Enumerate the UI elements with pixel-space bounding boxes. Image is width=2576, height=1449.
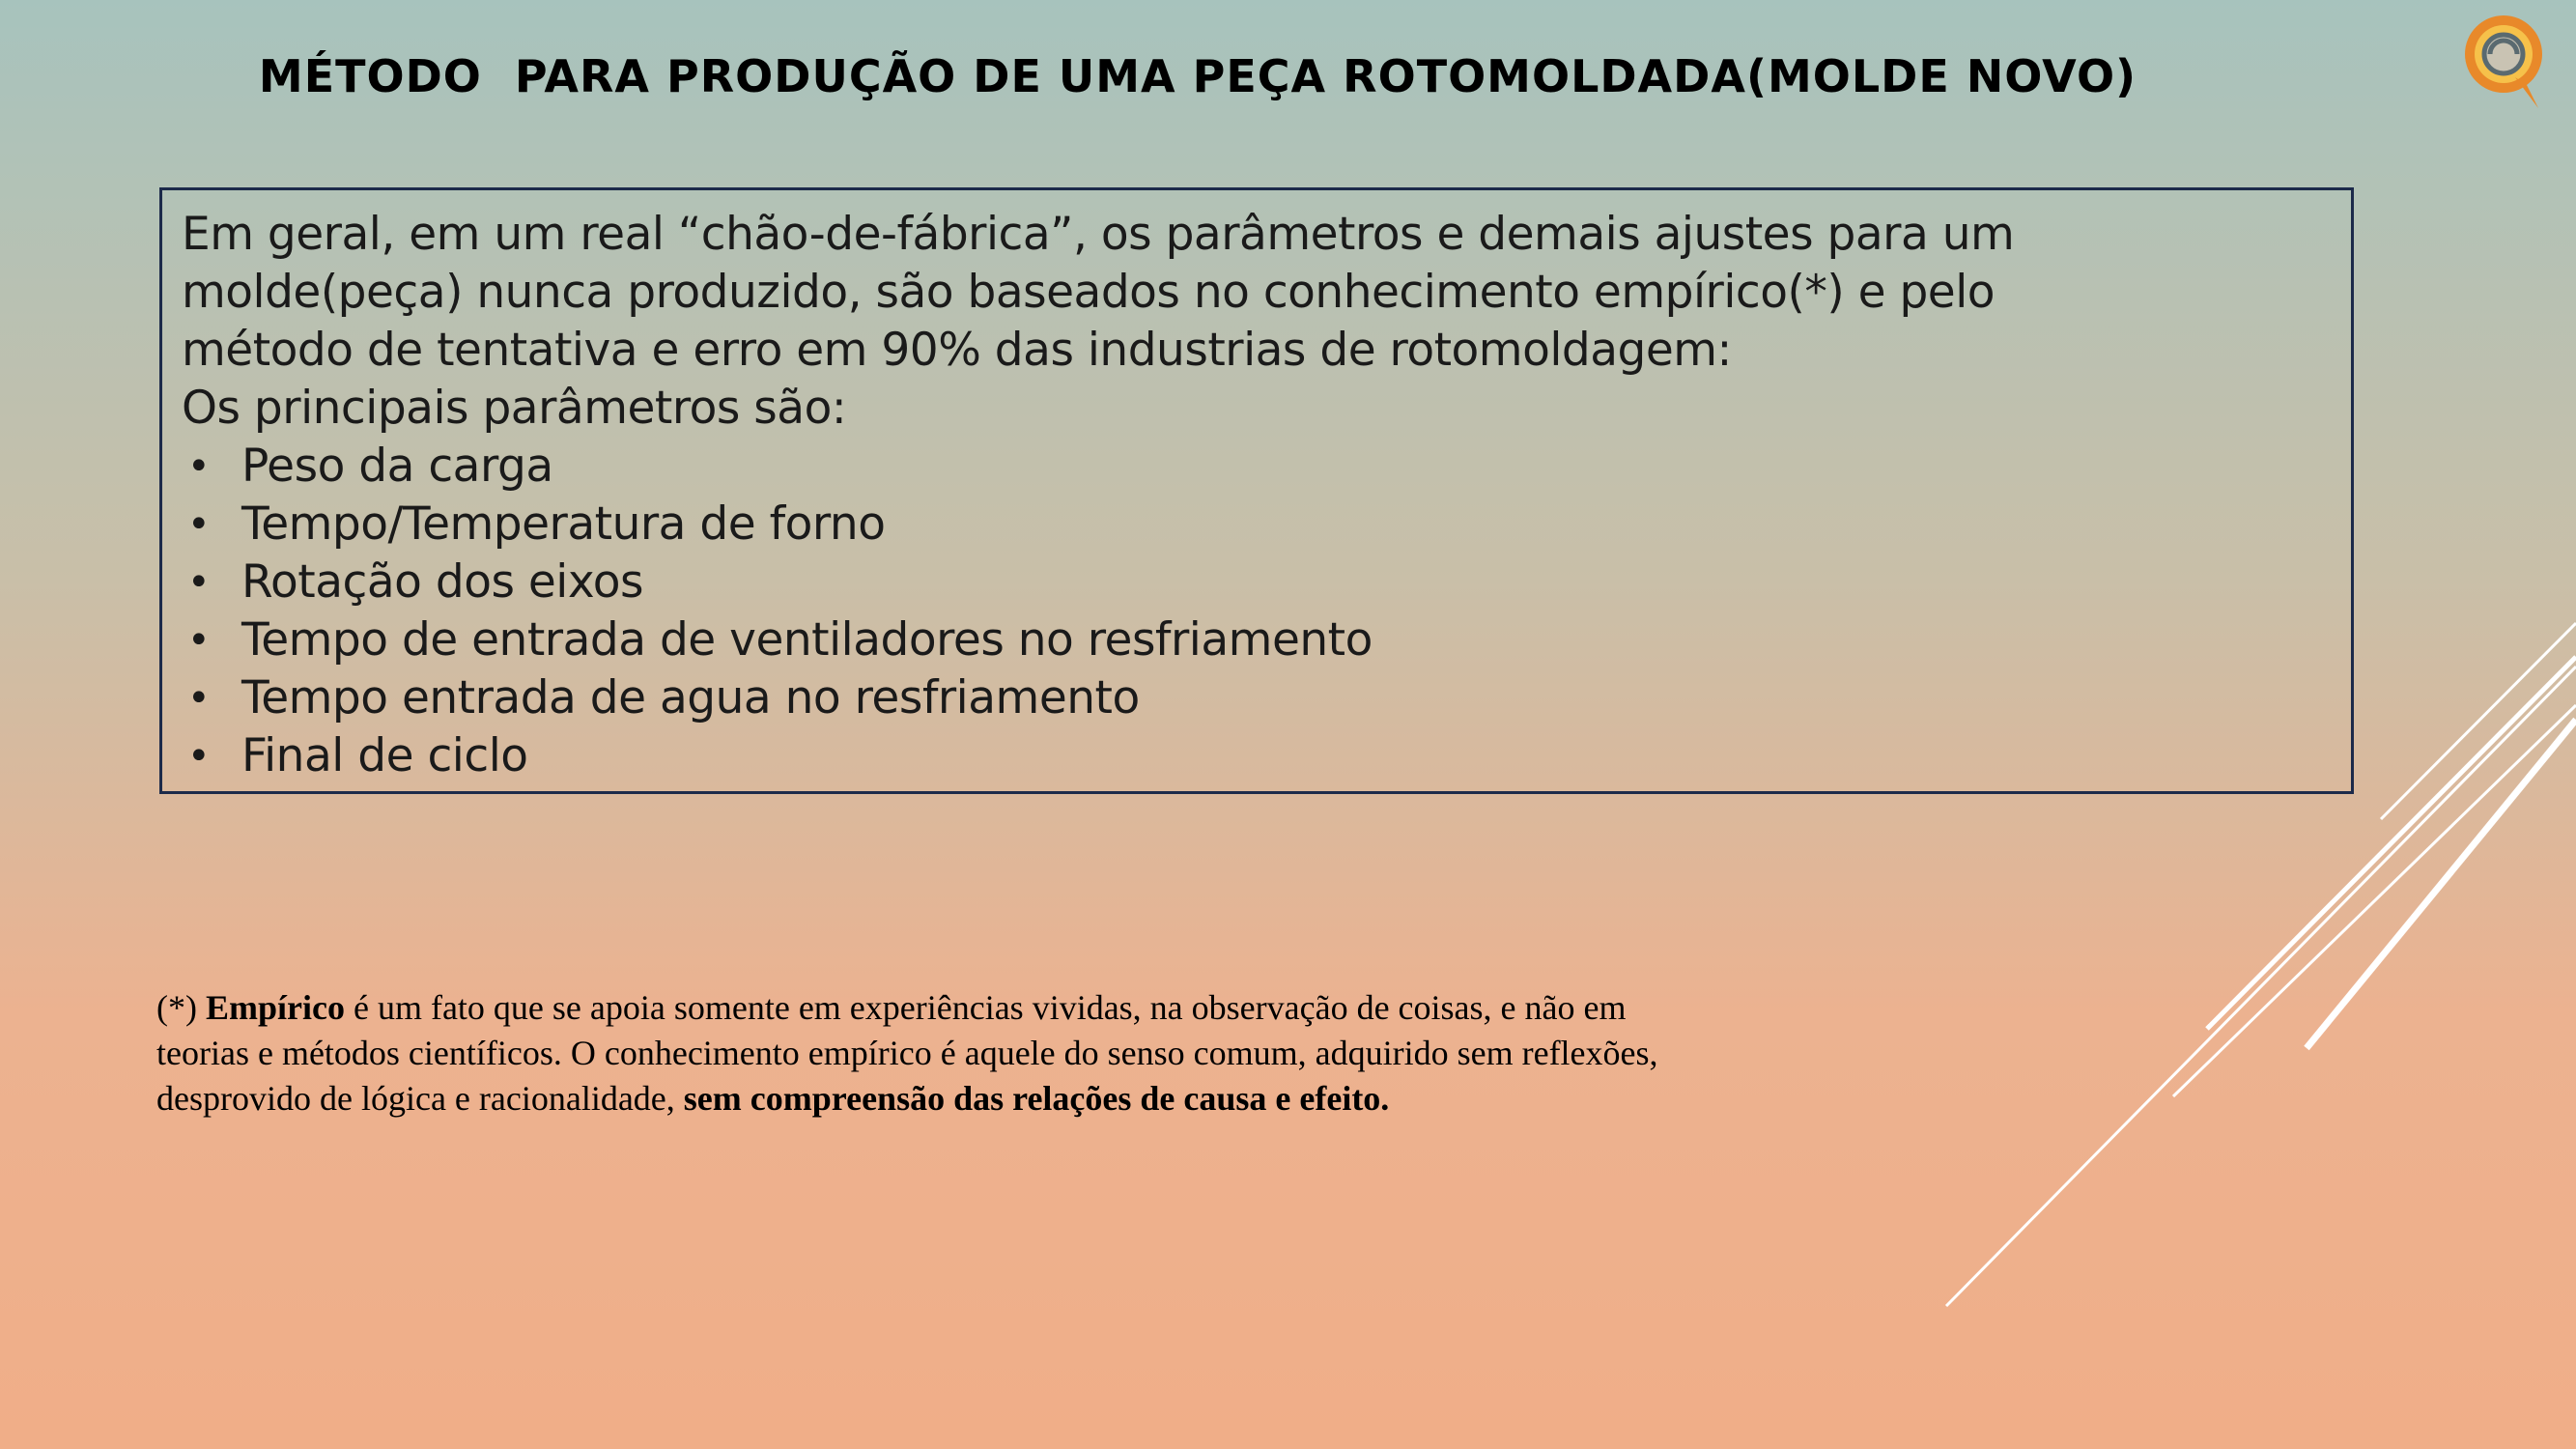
intro-line: Os principais parâmetros são: [182,382,847,435]
deco-line [1946,667,2576,1306]
list-item-text: Peso da carga [241,440,553,493]
list-item-text: Tempo/Temperatura de forno [241,497,886,551]
list-item-text: Final de ciclo [241,729,528,782]
bullet-icon: • [187,444,211,489]
footnote-prefix: (*) [156,988,206,1027]
footnote-body: é um fato que se apoia somente em experiências vividas, na observação de coisas, e não em teorias e métodos científicos. O conhecimento empírico é aquele do senso comum, adquirido sem reflexões, desprovido de lógica e racionalidade, [156,988,1658,1118]
list-item-text: Tempo de entrada de ventiladores no resfriamento [241,613,1373,667]
deco-line [2173,705,2576,1096]
deco-line [2381,623,2576,819]
bullet-icon: • [187,560,211,605]
list-item-text: Rotação dos eixos [241,555,643,609]
list-item-text: Tempo entrada de agua no resfriamento [241,671,1140,724]
intro-line: Em geral, em um real “chão-de-fábrica”, os parâmetros e demais ajustes para um [182,208,2015,261]
footnote-term: Empírico [205,988,345,1027]
footnote-emphasis: sem compreensão das relações de causa e efeito. [683,1079,1390,1118]
bullet-icon: • [187,502,211,547]
deco-line [2307,720,2576,1048]
bullet-icon: • [187,618,211,663]
slide-title: MÉTODO PARA PRODUÇÃO DE UMA PEÇA ROTOMOLDADA(MOLDE NOVO) [258,50,2137,102]
intro-line: molde(peça) nunca produzido, são baseados no conhecimento empírico(*) e pelo [182,266,1996,319]
deco-line [2207,657,2576,1029]
intro-line: método de tentativa e erro em 90% das industrias de rotomoldagem: [182,324,1732,377]
bullet-icon: • [187,676,211,721]
bullet-icon: • [187,734,211,779]
